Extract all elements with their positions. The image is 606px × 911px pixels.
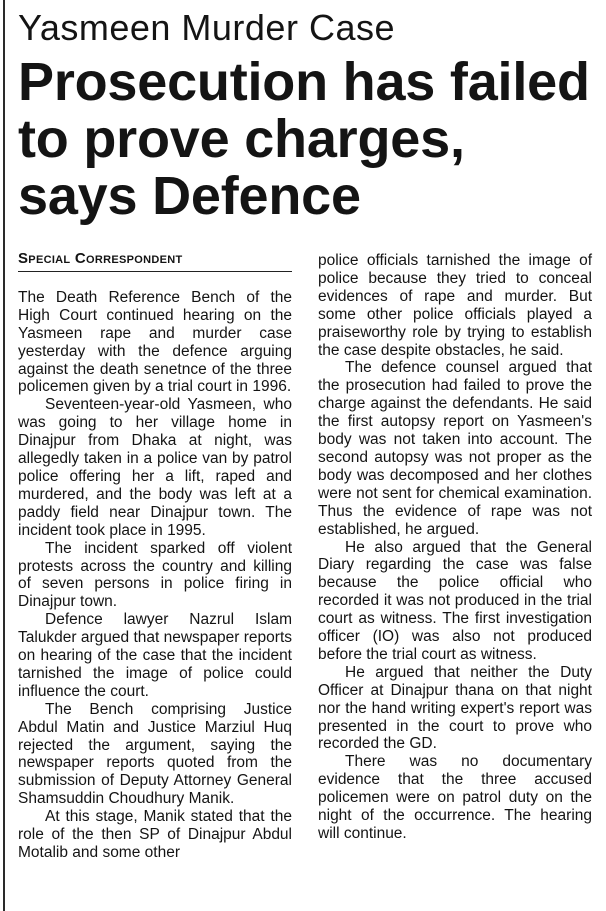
headline-line: to prove charges, (18, 109, 465, 169)
headline-line: Prosecution has failed (18, 52, 590, 112)
article-paragraph: The Death Reference Bench of the High Court continued hearing on the Yasmeen rape and murder case yesterday with the defence arguing against the death senetnce of the three policemen given by a trial court in 1996. (18, 288, 292, 396)
article-paragraph: Defence lawyer Nazrul Islam Talukder argued that newspaper reports on hearing of the case that the incident tarnished the image of police could influence the court. (18, 611, 292, 700)
article-paragraph: He argued that neither the Duty Officer at Dinajpur thana on that night nor the hand writing expert's report was presented in the court to prove who recorded the GD. (318, 663, 592, 753)
article-paragraph: The incident sparked off violent protests across the country and killing of seven persons in police firing in Dinajpur town. (18, 539, 292, 611)
article-paragraph: There was no documentary evidence that the three accused policemen were on patrol duty on the night of the occurrence. The hearing will continue. (318, 753, 592, 842)
kicker-heading: Yasmeen Murder Case (18, 7, 395, 48)
headline (18, 54, 603, 225)
article-paragraph: The defence counsel argued that the prosecution had failed to prove the charge against the defendants. He said the first autopsy report on Yasmeen's body was not taken into account. The second autopsy was not proper as the body was decomposed and her clothes were not sent for chemical examination. Thus the evidence of rape was not established, he argued. (318, 359, 592, 538)
article-column-right (318, 252, 592, 843)
byline: Special Correspondent (18, 250, 292, 272)
headline-line: says Defence (18, 166, 361, 226)
article-column-left (18, 250, 292, 862)
article-paragraph: He also argued that the General Diary regarding the case was false because the police official who recorded it was not produced in the trial court as witness. The first investigation officer (IO) was also not produced before the trial court as witness. (318, 538, 592, 663)
article-paragraph: police officials tarnished the image of police because they tried to conceal evidences of rape and murder. But some other police officials played a praiseworthy role by trying to establish the case despite obstacles, he said. (318, 252, 592, 359)
column-rule (3, 0, 5, 911)
article-paragraph: The Bench comprising Justice Abdul Matin and Justice Marziul Huq rejected the argument, saying the newspaper reports quoted from the submission of Deputy Attorney General Shamsuddin Choudhury Manik. (18, 700, 292, 808)
article-paragraph: At this stage, Manik stated that the role of the then SP of Dinajpur Abdul Motalib and some other (18, 808, 292, 861)
article-paragraph: Seventeen-year-old Yasmeen, who was going to her village home in Dinajpur from Dhaka at night, was allegedly taken in a police van by patrol police offering her a lift, raped and murdered, and the body was left at a paddy field near Dinajpur town. The incident took place in 1995. (18, 396, 292, 539)
